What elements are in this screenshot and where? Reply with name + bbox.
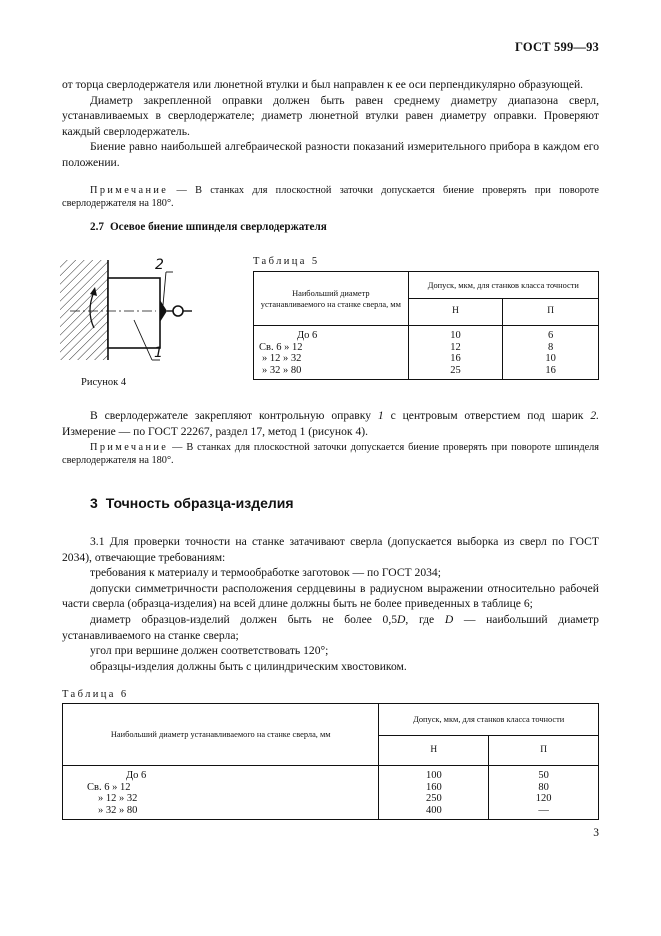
text-run: с центровым отверстием под шарик bbox=[383, 409, 591, 422]
text-run: D bbox=[397, 612, 406, 626]
paragraph: 3.1 Для проверки точности на станке затачивают сверла (допускается выборка из сверл по ГОСТ 2034), отвечающие требованиям: bbox=[62, 535, 599, 564]
note-label: Примечание bbox=[90, 442, 169, 453]
table-cell-diameter: До 6 bbox=[126, 770, 147, 781]
figure-label-1: 1 bbox=[154, 345, 163, 361]
paragraph: от торца сверлодержателя или люнетной втулки и был направлен к ее оси перпендикулярно образующей. bbox=[62, 78, 584, 91]
figure-caption: Рисунок 4 bbox=[81, 377, 127, 388]
spindle-diagram bbox=[60, 250, 210, 390]
table-cell-p: 8 bbox=[548, 341, 554, 353]
table-header-class-h: Н bbox=[379, 736, 489, 766]
table-header-class-p: П bbox=[489, 736, 599, 766]
note-text: — В станках для плоскостной заточки допускается биение проверять при повороте шпинделя сверлодержателя на 180°. bbox=[62, 442, 600, 467]
page-number: 3 bbox=[593, 827, 599, 839]
table-header-diameter: Наибольший диаметр устанавливаемого на станке сверла, мм bbox=[254, 272, 409, 326]
text-run: , где bbox=[405, 612, 445, 626]
table-cell-p: 50 bbox=[538, 770, 549, 781]
table-5 bbox=[253, 271, 599, 380]
table-cell-h: 10 bbox=[450, 330, 461, 341]
table-cell-p: 10 bbox=[545, 353, 556, 365]
table-cell-h: 400 bbox=[425, 804, 442, 816]
table-cell-p: 6 bbox=[548, 330, 554, 341]
figure-label-2: 2 bbox=[155, 257, 164, 273]
table-cell-p: 80 bbox=[538, 781, 549, 793]
table-header-tolerance: Допуск, мкм, для станков класса точности bbox=[379, 704, 599, 736]
text-run: 1 bbox=[377, 409, 384, 422]
table-cell-diameter: До 6 bbox=[297, 330, 318, 341]
table-cell-h: 25 bbox=[450, 364, 461, 376]
table-cell-p: 120 bbox=[535, 793, 552, 805]
text-run: — наибольший диаметр устанавливаемого на станке сверла; bbox=[62, 612, 599, 642]
text-run: D bbox=[444, 612, 454, 626]
table-cell-diameter: » 32 » 80 bbox=[98, 804, 138, 816]
paragraph: допуски симметричности расположения сердцевины в радиусном выражении относительно рабочей части сверла (образца-изделия) на всей длине должны быть не более приведенных в таблице 6; bbox=[62, 581, 599, 611]
note-2 bbox=[62, 441, 599, 467]
text-run: В сверлодержателе закрепляют контрольную оправку bbox=[90, 409, 378, 422]
table-cell-p: — bbox=[538, 804, 549, 816]
text-run: 2. bbox=[590, 409, 600, 422]
table-cell-h: 250 bbox=[425, 793, 442, 805]
paragraph: требования к материалу и термообработке заготовок — по ГОСТ 2034; bbox=[90, 566, 441, 580]
document-header: ГОСТ 599—93 bbox=[515, 40, 599, 54]
table-6-label: Таблица 6 bbox=[62, 689, 129, 700]
section-number: 2.7 bbox=[90, 221, 104, 233]
text-run: диаметр образцов-изделий должен быть не более 0,5 bbox=[90, 612, 398, 626]
section-number: 3 bbox=[90, 495, 98, 511]
section-3-text bbox=[62, 534, 599, 674]
section-title: Точность образца-изделия bbox=[105, 495, 294, 511]
table-cell-h: 160 bbox=[425, 781, 442, 793]
paragraph: угол при вершине должен соответствовать 120°; bbox=[90, 644, 329, 658]
intro-text bbox=[62, 77, 599, 171]
paragraph: Биение равно наибольшей алгебраической разности показаний измерительного прибора в каждом его положении. bbox=[62, 140, 599, 169]
note-label: Примечание bbox=[90, 185, 169, 196]
section-heading-2-7 bbox=[90, 221, 327, 233]
table-header-diameter: Наибольший диаметр устанавливаемого на станке сверла, мм bbox=[63, 704, 379, 766]
figure-4-drawing bbox=[60, 250, 210, 390]
table-cell-diameter: » 32 » 80 bbox=[262, 364, 302, 376]
section-title: Осевое биение шпинделя сверлодержателя bbox=[109, 221, 327, 233]
table-cell-h: 100 bbox=[425, 770, 442, 781]
paragraph bbox=[62, 612, 599, 643]
table-header-tolerance: Допуск, мкм, для станков класса точности bbox=[408, 272, 598, 299]
text-run: Измерение — по ГОСТ 22267, раздел 17, метод 1 (рисунок 4). bbox=[62, 424, 369, 438]
note-text: — В станках для плоскостной заточки допускается биение проверять при повороте сверлодержателя на 180°. bbox=[62, 185, 600, 210]
figure-description bbox=[62, 408, 599, 439]
table-cell-p: 16 bbox=[545, 364, 556, 376]
table-cell-diameter: » 12 » 32 bbox=[262, 353, 302, 365]
table-6 bbox=[62, 703, 599, 820]
table-cell-diameter: » 12 » 32 bbox=[98, 793, 138, 805]
table-header-class-h: Н bbox=[408, 299, 503, 326]
table-cell-h: 16 bbox=[450, 353, 461, 365]
paragraph: образцы-изделия должны быть с цилиндрическим хвостовиком. bbox=[90, 659, 407, 673]
table-cell-diameter: Св. 6 » 12 bbox=[87, 781, 131, 793]
paragraph: Диаметр закрепленной оправки должен быть равен среднему диаметру диапазона сверл, устанавливаемых в сверлодержателе; диаметр люнетной втулки равен диаметру оправки. Проверяют каждый сверлодержатель. bbox=[62, 93, 599, 138]
table-header-class-p: П bbox=[503, 299, 599, 326]
table-cell-diameter: Св. 6 » 12 bbox=[259, 341, 303, 353]
section-heading-3 bbox=[90, 495, 294, 511]
table-cell-h: 12 bbox=[450, 341, 461, 353]
table-5-label: Таблица 5 bbox=[253, 256, 320, 267]
note-1 bbox=[62, 184, 599, 210]
